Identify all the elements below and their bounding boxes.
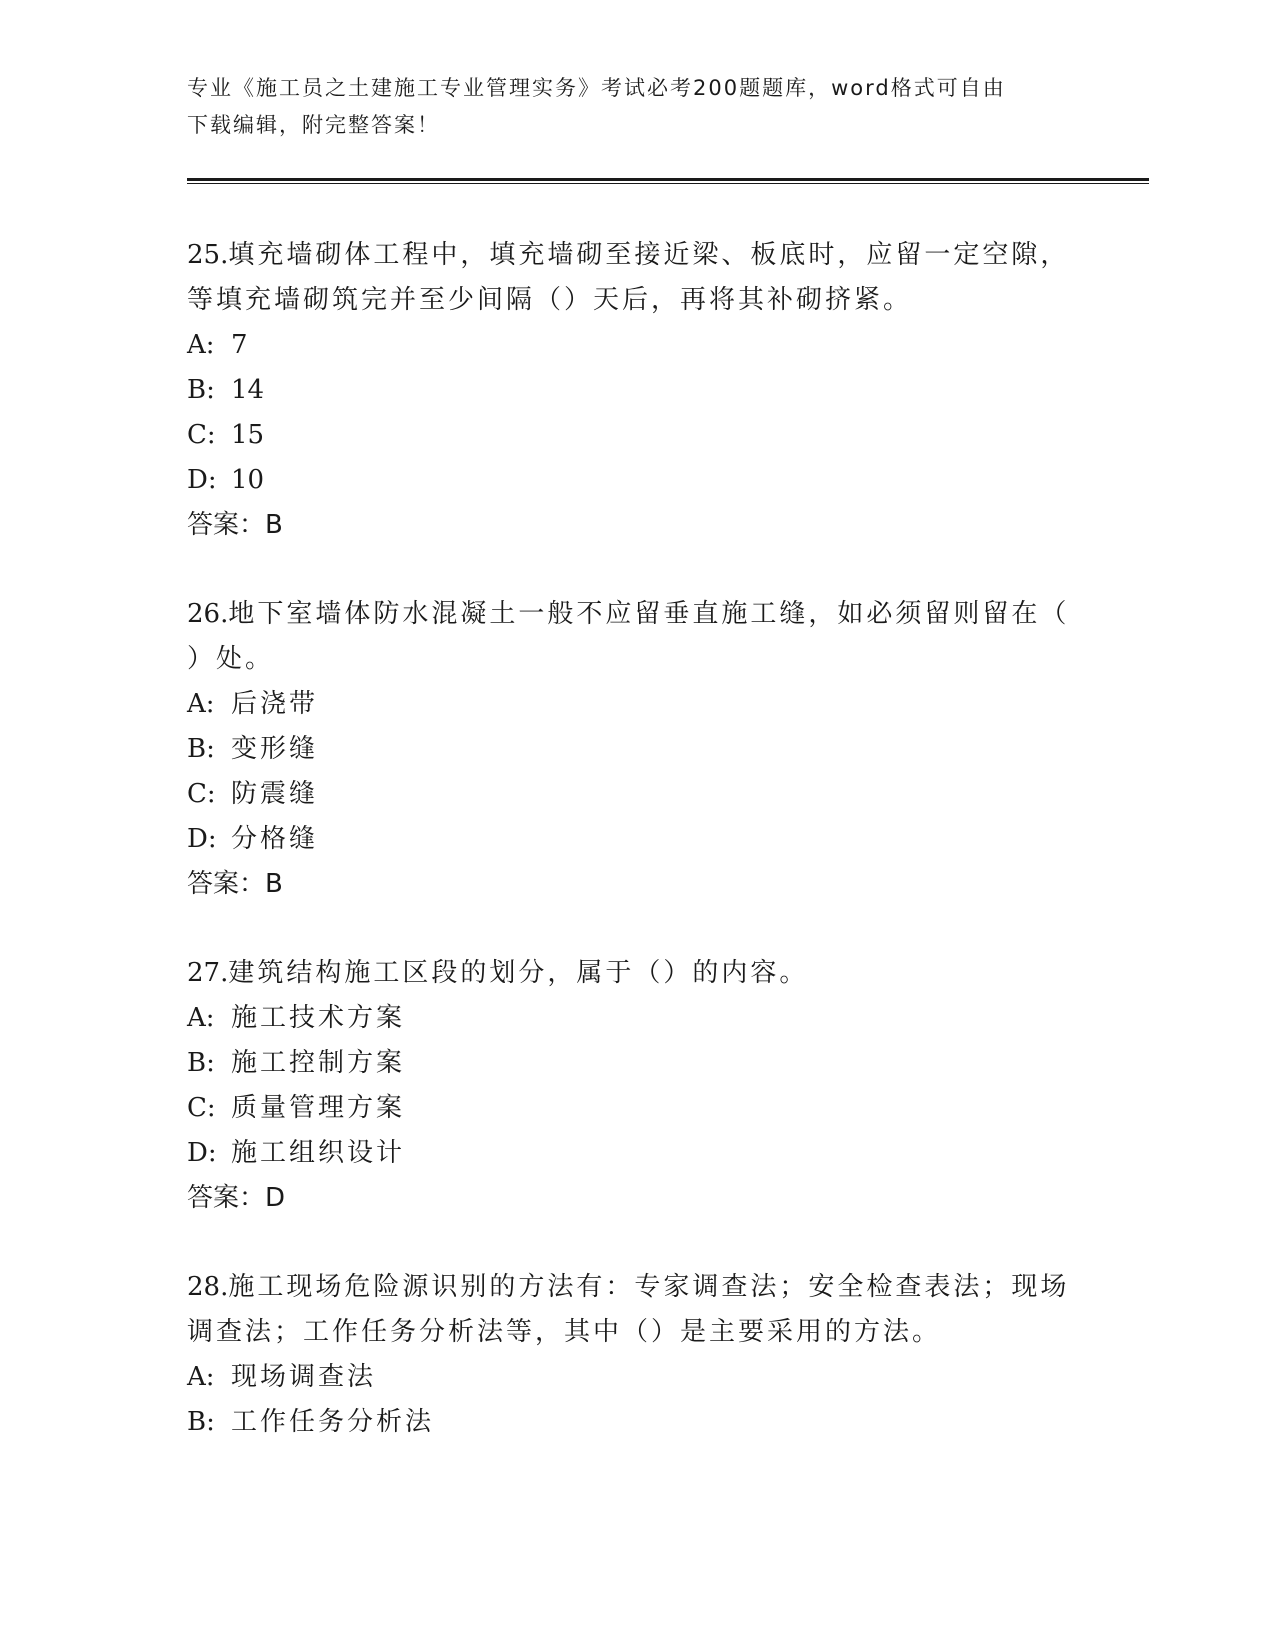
option-letter: A: xyxy=(187,330,215,360)
option-text: 后浇带 xyxy=(231,689,319,719)
option-text: 质量管理方案 xyxy=(231,1093,406,1123)
option-text: 施工组织设计 xyxy=(231,1138,406,1168)
answer-line: 答案：B xyxy=(187,869,283,899)
answer-line: 答案：D xyxy=(187,1183,286,1213)
question-stem-line-1: 施工现场危险源识别的方法有：专家调查法；安全检查表法；现场 xyxy=(228,1272,1070,1302)
option-b xyxy=(187,1400,1087,1445)
option-letter: D: xyxy=(187,1138,217,1168)
option-text: 现场调查法 xyxy=(231,1362,377,1392)
option-a xyxy=(187,996,1087,1041)
question-list xyxy=(187,233,1087,1489)
option-text: 施工技术方案 xyxy=(231,1003,406,1033)
option-text: 10 xyxy=(231,465,265,495)
option-a xyxy=(187,323,1087,368)
option-b xyxy=(187,368,1087,413)
header-line-1: 专业《施工员之土建施工专业管理实务》考试必考200题题库，word格式可自由 xyxy=(187,76,1006,100)
question-26 xyxy=(187,592,1087,907)
document-header xyxy=(187,70,1087,144)
option-text: 7 xyxy=(231,330,248,360)
header-divider-thin xyxy=(187,183,1149,184)
question-stem-line-1: 建筑结构施工区段的划分，属于（）的内容。 xyxy=(228,958,809,988)
question-stem xyxy=(187,233,1087,323)
option-letter: C: xyxy=(187,779,216,809)
option-text: 施工控制方案 xyxy=(231,1048,406,1078)
option-c xyxy=(187,413,1087,458)
option-letter: A: xyxy=(187,1362,215,1392)
question-stem xyxy=(187,1265,1087,1355)
option-d xyxy=(187,458,1087,503)
option-text: 工作任务分析法 xyxy=(231,1407,435,1437)
question-28 xyxy=(187,1265,1087,1445)
option-b xyxy=(187,727,1087,772)
option-d xyxy=(187,817,1087,862)
question-stem-line-1: 地下室墙体防水混凝土一般不应留垂直施工缝，如必须留则留在（ xyxy=(228,599,1070,629)
option-letter: C: xyxy=(187,420,216,450)
option-letter: B: xyxy=(187,1407,215,1437)
question-stem-line-2: ）处。 xyxy=(187,644,275,674)
option-letter: A: xyxy=(187,689,215,719)
option-letter: B: xyxy=(187,375,215,405)
question-stem xyxy=(187,951,1087,996)
answer-line: 答案：B xyxy=(187,510,283,540)
option-d xyxy=(187,1131,1087,1176)
option-text: 15 xyxy=(231,420,265,450)
question-number: 28. xyxy=(187,1272,229,1302)
option-a xyxy=(187,682,1087,727)
option-letter: B: xyxy=(187,1048,215,1078)
question-number: 25. xyxy=(187,240,229,270)
option-letter: B: xyxy=(187,734,215,764)
option-text: 变形缝 xyxy=(231,734,319,764)
option-letter: A: xyxy=(187,1003,215,1033)
option-text: 分格缝 xyxy=(231,824,319,854)
question-stem xyxy=(187,592,1087,682)
option-a xyxy=(187,1355,1087,1400)
question-25 xyxy=(187,233,1087,548)
option-c xyxy=(187,772,1087,817)
option-c xyxy=(187,1086,1087,1131)
header-divider-thick xyxy=(187,178,1149,181)
option-text: 14 xyxy=(231,375,265,405)
option-b xyxy=(187,1041,1087,1086)
question-number: 27. xyxy=(187,958,229,988)
question-stem-line-1: 填充墙砌体工程中，填充墙砌至接近梁、板底时，应留一定空隙， xyxy=(228,240,1070,270)
question-stem-line-2: 调查法；工作任务分析法等，其中（）是主要采用的方法。 xyxy=(187,1317,942,1347)
header-line-2: 下载编辑，附完整答案！ xyxy=(187,113,440,137)
option-letter: C: xyxy=(187,1093,216,1123)
option-letter: D: xyxy=(187,824,217,854)
question-number: 26. xyxy=(187,599,229,629)
question-27 xyxy=(187,951,1087,1221)
option-letter: D: xyxy=(187,465,217,495)
question-stem-line-2: 等填充墙砌筑完并至少间隔（）天后，再将其补砌挤紧。 xyxy=(187,285,913,315)
option-text: 防震缝 xyxy=(231,779,319,809)
